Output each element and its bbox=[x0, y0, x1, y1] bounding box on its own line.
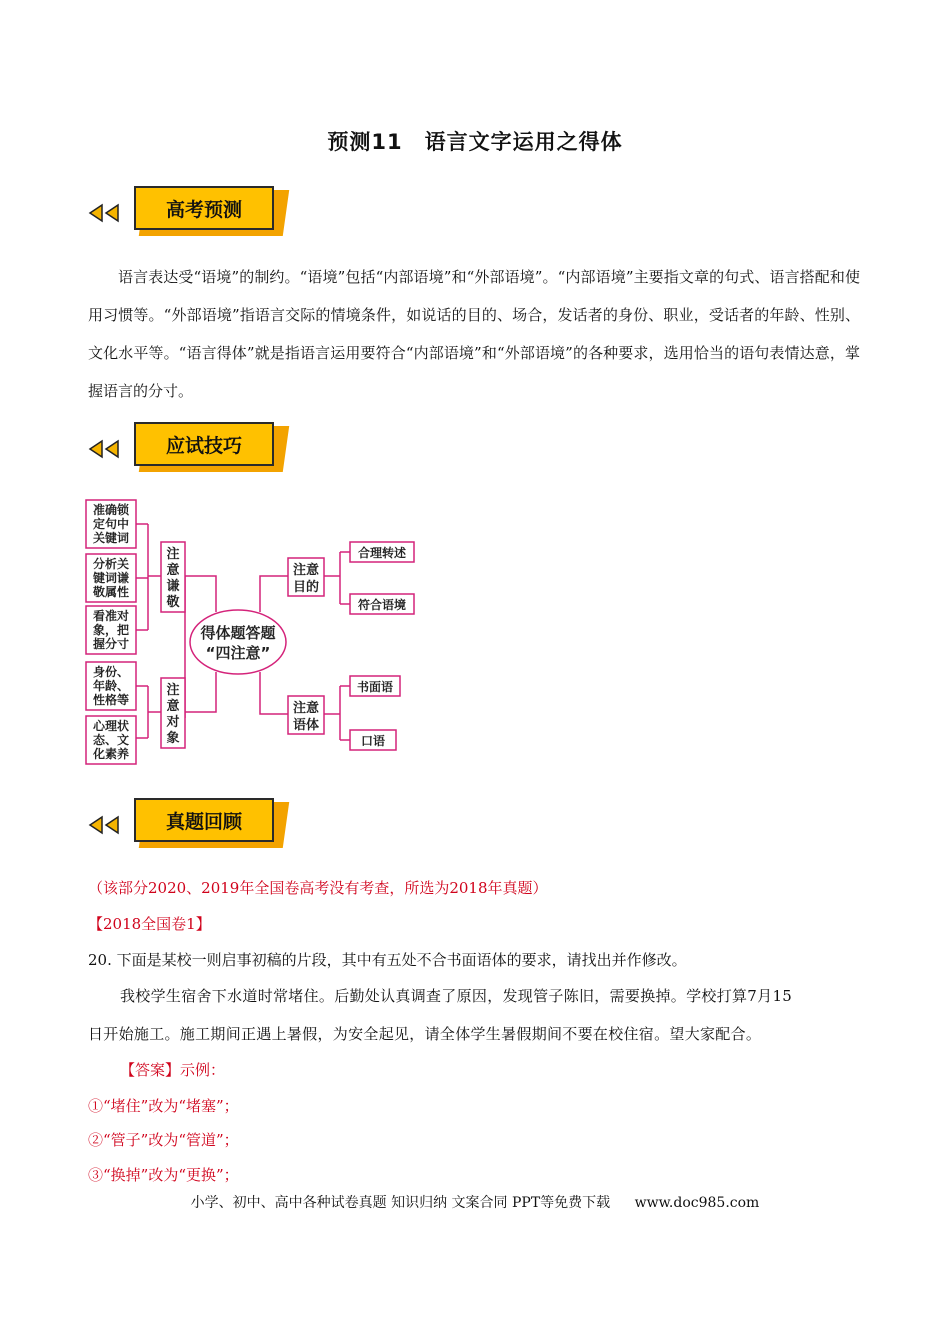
branch-text: 谦 bbox=[166, 579, 180, 594]
leaf-text: 心理状 bbox=[92, 719, 130, 733]
branch-text: 注意 bbox=[292, 563, 320, 578]
answer-label: 【答案】 bbox=[120, 1061, 181, 1079]
double-arrow-left-icon bbox=[88, 438, 130, 460]
mindmap-diagram bbox=[84, 496, 424, 768]
footer-text: 小学、初中、高中各种试卷真题 知识归纳 文案合同 PPT等免费下载 bbox=[190, 1195, 611, 1211]
section-title-forecast: 高考预测 bbox=[134, 186, 274, 230]
page-footer bbox=[0, 1192, 950, 1212]
passage-line-1: 我校学生宿舍下水道时常堵住。后勤处认真调查了原因，发现管子陈旧，需要换掉。学校打算7月15 bbox=[120, 987, 793, 1005]
leaf-text: 符合语境 bbox=[357, 598, 407, 612]
branch-text: 敬 bbox=[166, 595, 180, 610]
leaf-text: 书面语 bbox=[356, 680, 394, 694]
branch-text: 语体 bbox=[292, 718, 320, 733]
leaf-text: 口语 bbox=[360, 734, 386, 748]
branch-text: 目的 bbox=[292, 580, 320, 595]
section-banner-forecast bbox=[88, 186, 288, 244]
passage-line-2: 日开始施工。施工期间正遇上暑假，为安全起见，请全体学生暑假期间不要在校住宿。望大家配合。 bbox=[88, 1025, 762, 1043]
leaf-text: 关键词 bbox=[92, 531, 130, 545]
answer-item-1: ①“堵住”改为“堵塞”； bbox=[88, 1097, 239, 1115]
double-arrow-left-icon bbox=[88, 202, 130, 224]
mindmap-center-node bbox=[190, 610, 286, 674]
answer-header bbox=[120, 1058, 225, 1082]
leaf-text: 握分寸 bbox=[92, 637, 130, 651]
leaf-text: 年龄、 bbox=[92, 679, 130, 693]
branch-text: 注 bbox=[166, 683, 180, 698]
leaf-text: 性格等 bbox=[92, 693, 130, 707]
intro-text: 语言表达受“语境”的制约。“语境”包括“内部语境”和“外部语境”。“内部语境”主要指文章的句式、语言搭配和使用习惯等。“外部语境”指语言交际的情境条件，如说话的目的、场合，发话者的身份、职业，受话者的年龄、性别、文化水平等。“语言得体”就是指语言运用要符合“内部语境”和“外部语境”的各种要求，选用恰当的语句表情达意，掌握语言的分寸。 bbox=[88, 268, 860, 400]
question-text: 20. 下面是某校一则启事初稿的片段，其中有五处不合书面语体的要求，请找出并作修改。 bbox=[88, 951, 687, 969]
double-arrow-left-icon bbox=[88, 814, 130, 836]
center-text: 得体题答题 bbox=[200, 624, 276, 642]
branch-text: 意 bbox=[166, 699, 180, 714]
review-source: 【2018全国卷1】 bbox=[88, 915, 211, 933]
answer-item-3: ③“换掉”改为“更换”； bbox=[88, 1166, 239, 1184]
leaf-text: 定句中 bbox=[92, 517, 130, 531]
leaf-text: 合理转述 bbox=[357, 546, 407, 560]
branch-text: 注 bbox=[166, 547, 180, 562]
branch-text: 注意 bbox=[292, 701, 320, 716]
branch-text: 意 bbox=[166, 563, 180, 578]
leaf-text: 准确锁 bbox=[92, 503, 130, 517]
branch-text: 对 bbox=[166, 715, 180, 730]
answer-prefix: 示例： bbox=[180, 1061, 226, 1079]
section-title-skills: 应试技巧 bbox=[134, 422, 274, 466]
center-text: “四注意” bbox=[205, 644, 271, 662]
leaf-text: 态、文 bbox=[92, 733, 130, 747]
intro-paragraph bbox=[88, 258, 860, 410]
leaf-text: 身份、 bbox=[92, 665, 130, 679]
section-title-review: 真题回顾 bbox=[134, 798, 274, 842]
leaf-text: 敬属性 bbox=[92, 585, 130, 599]
footer-url[interactable]: www.doc985.com bbox=[634, 1195, 760, 1211]
leaf-text: 象，把 bbox=[92, 623, 130, 637]
leaf-text: 看准对 bbox=[92, 609, 130, 623]
section-banner-skills bbox=[88, 422, 288, 480]
leaf-text: 键词谦 bbox=[92, 571, 130, 585]
leaf-text: 分析关 bbox=[92, 557, 130, 571]
review-note: （该部分2020、2019年全国卷高考没有考查，所选为2018年真题） bbox=[88, 879, 548, 897]
branch-text: 象 bbox=[166, 731, 180, 746]
page-title: 预测11 语言文字运用之得体 bbox=[327, 130, 623, 154]
leaf-text: 化素养 bbox=[92, 747, 130, 761]
section-banner-review bbox=[88, 798, 288, 856]
answer-item-2: ②“管子”改为“管道”； bbox=[88, 1131, 239, 1149]
